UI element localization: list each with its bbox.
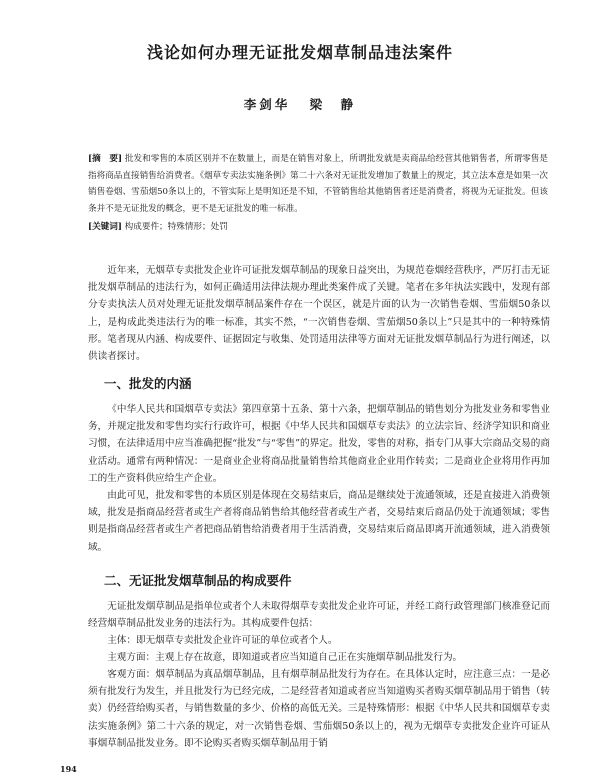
- body-paragraph: 主体：即无烟草专卖批发企业许可证的单位或者个人。: [107, 635, 338, 646]
- intro-paragraph: 近年来，无烟草专卖批发企业许可证批发烟草制品的现象日益突出，为规范卷烟经营秩序，严厉打击无证批发烟草制品的违法行为，如何正确适用法律法规办理此类案件成了关键。笔者在多年执法实践中，发现有部分专卖执法人员对处理无证批发烟草制品案件存在一个误区，就是片面的认为一次销售卷烟、雪茄烟50条以上，是构成此类违法行为的唯一标准，其实不然，“一次销售卷烟、雪茄烟50条以上”只是其中的一种特殊情形。笔者现从内涵、构成要件、证据固定与收集、处罚适用法律等方面对无证批发烟草制品行为进行阐述，以供读者探讨。: [88, 265, 550, 363]
- article-title: 浅论如何办理无证批发烟草制品违法案件: [146, 43, 453, 62]
- body-paragraph: 客观方面：烟草制品为真品烟草制品，且有烟草制品批发行为存在。在具体认定时，应注意三点：一是必须有批发行为发生，并且批发行为已经完成，二是经营者知道或者应当知道购买者购买烟草制品用于销售（转卖）仍经营给购买者，与销售数量的多少、价格的高低无关。三是特殊情形：根据《中华人民共和国烟草专卖法实施条例》第二十六条的规定，对一次销售卷烟、雪茄烟50条以上的，视为无烟草专卖批发企业许可证从事烟草制品批发业务。即不论购买者购买烟草制品用于销: [88, 669, 550, 749]
- body-paragraph: 《中华人民共和国烟草专卖法》第四章第十五条、第十六条，把烟草制品的销售划分为批发业务和零售业务，并规定批发和零售均实行行政许可，根据《中华人民共和国烟草专卖法》的立法宗旨、经济学知识和商业习惯，在法律适用中应当准确把握“批发”与“零售”的界定。批发，零售的对称，指专门从事大宗商品交易的商业活动。通常有两种情况：一是商业企业将商品批量销售给其他商业企业用作转卖；二是商业企业将用作再加工的生产资料供应给生产企业。: [88, 404, 550, 484]
- author-name: 梁 静: [309, 97, 357, 112]
- body-paragraph: 由此可见，批发和零售的本质区别是体现在交易结束后，商品是继续处于流通领域，还是直接进入消费领域，批发是指商品经营者或生产者将商品销售给其他经营者或生产者，交易结束后商品仍处于流通领域；零售则是指商品经营者或生产者把商品销售给消费者用于生活消费，交易结束后商品即离开流通领域，进入消费领域。: [88, 490, 550, 553]
- author-line: [0, 95, 600, 113]
- section-heading: 二、无证批发烟草制品的构成要件: [104, 573, 292, 588]
- body-paragraph: 无证批发烟草制品是指单位或者个人未取得烟草专卖批发企业许可证，并经工商行政管理部门核准登记而经营烟草制品批发业务的违法行为。其构成要件包括：: [88, 601, 550, 630]
- author-name: 李剑华: [243, 97, 291, 112]
- keywords-label: [关键词]: [88, 222, 122, 232]
- page-number: 194: [60, 764, 77, 774]
- abstract-text: 批发和零售的本质区别并不在数量上，而是在销售对象上，所谓批发就是卖商品给经营其他销售者，所谓零售是指将商品直接销售给消费者。《烟草专卖法实施条例》第二十六条对无证批发增加了数量上的规定，其立法本意是如果一次销售卷烟、雪茄烟50条以上的，不管实际上是明知还是不知，不管销售给其他销售者还是消费者，将视为无证批发。但该条并不是无证批发的概念，更不是无证批发的唯一标准。: [88, 154, 548, 214]
- keywords: [88, 220, 548, 234]
- abstract: [88, 151, 548, 217]
- abstract-label: [摘 要]: [88, 154, 123, 164]
- keywords-text: 构成要件；特殊情形；处罚: [124, 222, 228, 232]
- body-paragraph: 主观方面：主观上存在故意，即知道或者应当知道自己正在实施烟草制品批发行为。: [107, 652, 463, 663]
- section-heading: 一、批发的内涵: [104, 376, 192, 391]
